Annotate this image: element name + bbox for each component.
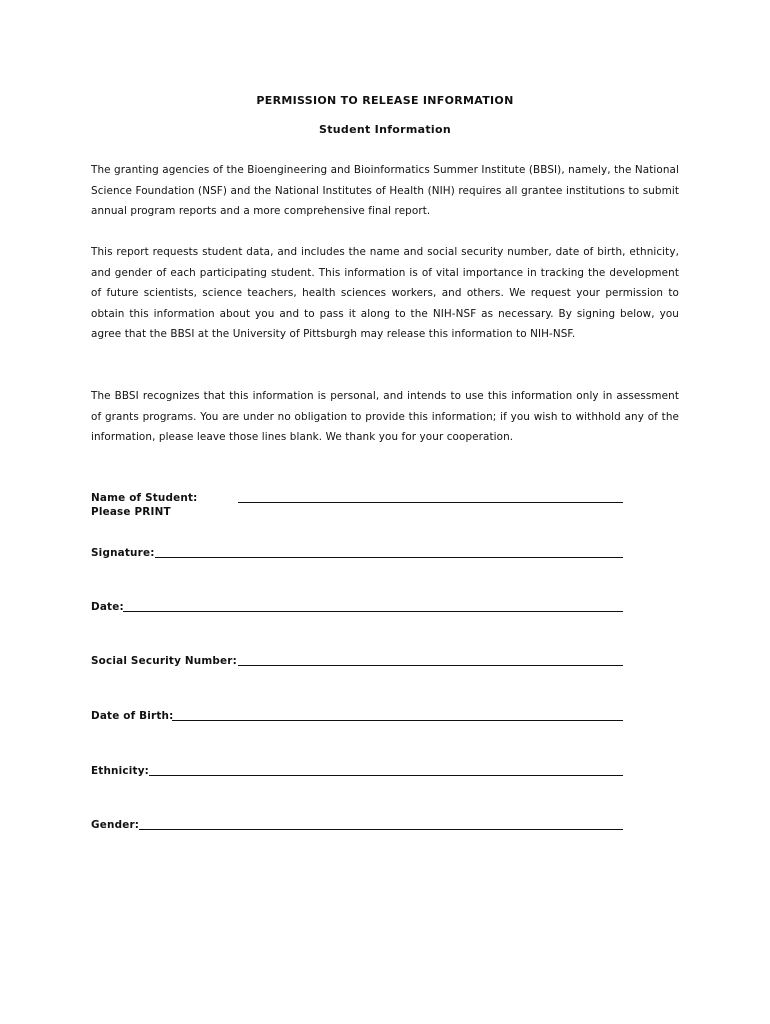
- date-field[interactable]: [91, 601, 623, 617]
- ethnicity-line[interactable]: [149, 775, 623, 776]
- signature-field[interactable]: [91, 547, 623, 563]
- ssn-field[interactable]: [91, 655, 623, 671]
- ethnicity-label: Ethnicity:: [91, 765, 150, 777]
- date-of-birth-field[interactable]: [91, 710, 623, 726]
- paragraph-report-request: This report requests student data, and includes the name and social security number, date of birth, ethnicity, and gender of each participating student. This information is of vital importance in tracking the development of future scientists, science teachers, health sciences workers, and others. We request your permission to obtain this information about you and to pass it along to the NIH-NSF as necessary. By signing below, you agree that the BBSI at the University of Pittsburgh may release this information to NIH-NSF.: [91, 246, 679, 340]
- student-name-line[interactable]: [238, 502, 623, 503]
- student-name-label-line1: Name of Student:: [91, 492, 198, 504]
- student-name-label-line2: Please PRINT: [91, 506, 171, 518]
- student-name-field[interactable]: [91, 491, 623, 521]
- ssn-line[interactable]: [238, 665, 623, 666]
- gender-field[interactable]: [91, 819, 623, 835]
- signature-label: Signature:: [91, 547, 155, 559]
- student-name-label: [91, 491, 198, 519]
- ssn-label: Social Security Number:: [91, 655, 237, 667]
- ethnicity-field[interactable]: [91, 765, 623, 781]
- date-of-birth-line[interactable]: [172, 720, 623, 721]
- date-label: Date:: [91, 601, 124, 613]
- document-title: PERMISSION TO RELEASE INFORMATION: [256, 94, 514, 107]
- gender-label: Gender:: [91, 819, 140, 831]
- signature-line[interactable]: [155, 557, 623, 558]
- paragraph-privacy-notice: The BBSI recognizes that this information is personal, and intends to use this information only in assessment of grants programs. You are under no obligation to provide this information; if you wish to withhold any of the information, please leave those lines blank. We thank you for your cooperation.: [91, 390, 679, 443]
- gender-line[interactable]: [139, 829, 623, 830]
- date-line[interactable]: [123, 611, 623, 612]
- date-of-birth-label: Date of Birth:: [91, 710, 174, 722]
- paragraph-granting-agencies: The granting agencies of the Bioengineering and Bioinformatics Summer Institute (BBSI), namely, the National Science Foundation (NSF) and the National Institutes of Health (NIH) requires all grantee institutions to submit annual program reports and a more comprehensive final report.: [91, 164, 679, 217]
- document-subtitle: Student Information: [319, 123, 451, 136]
